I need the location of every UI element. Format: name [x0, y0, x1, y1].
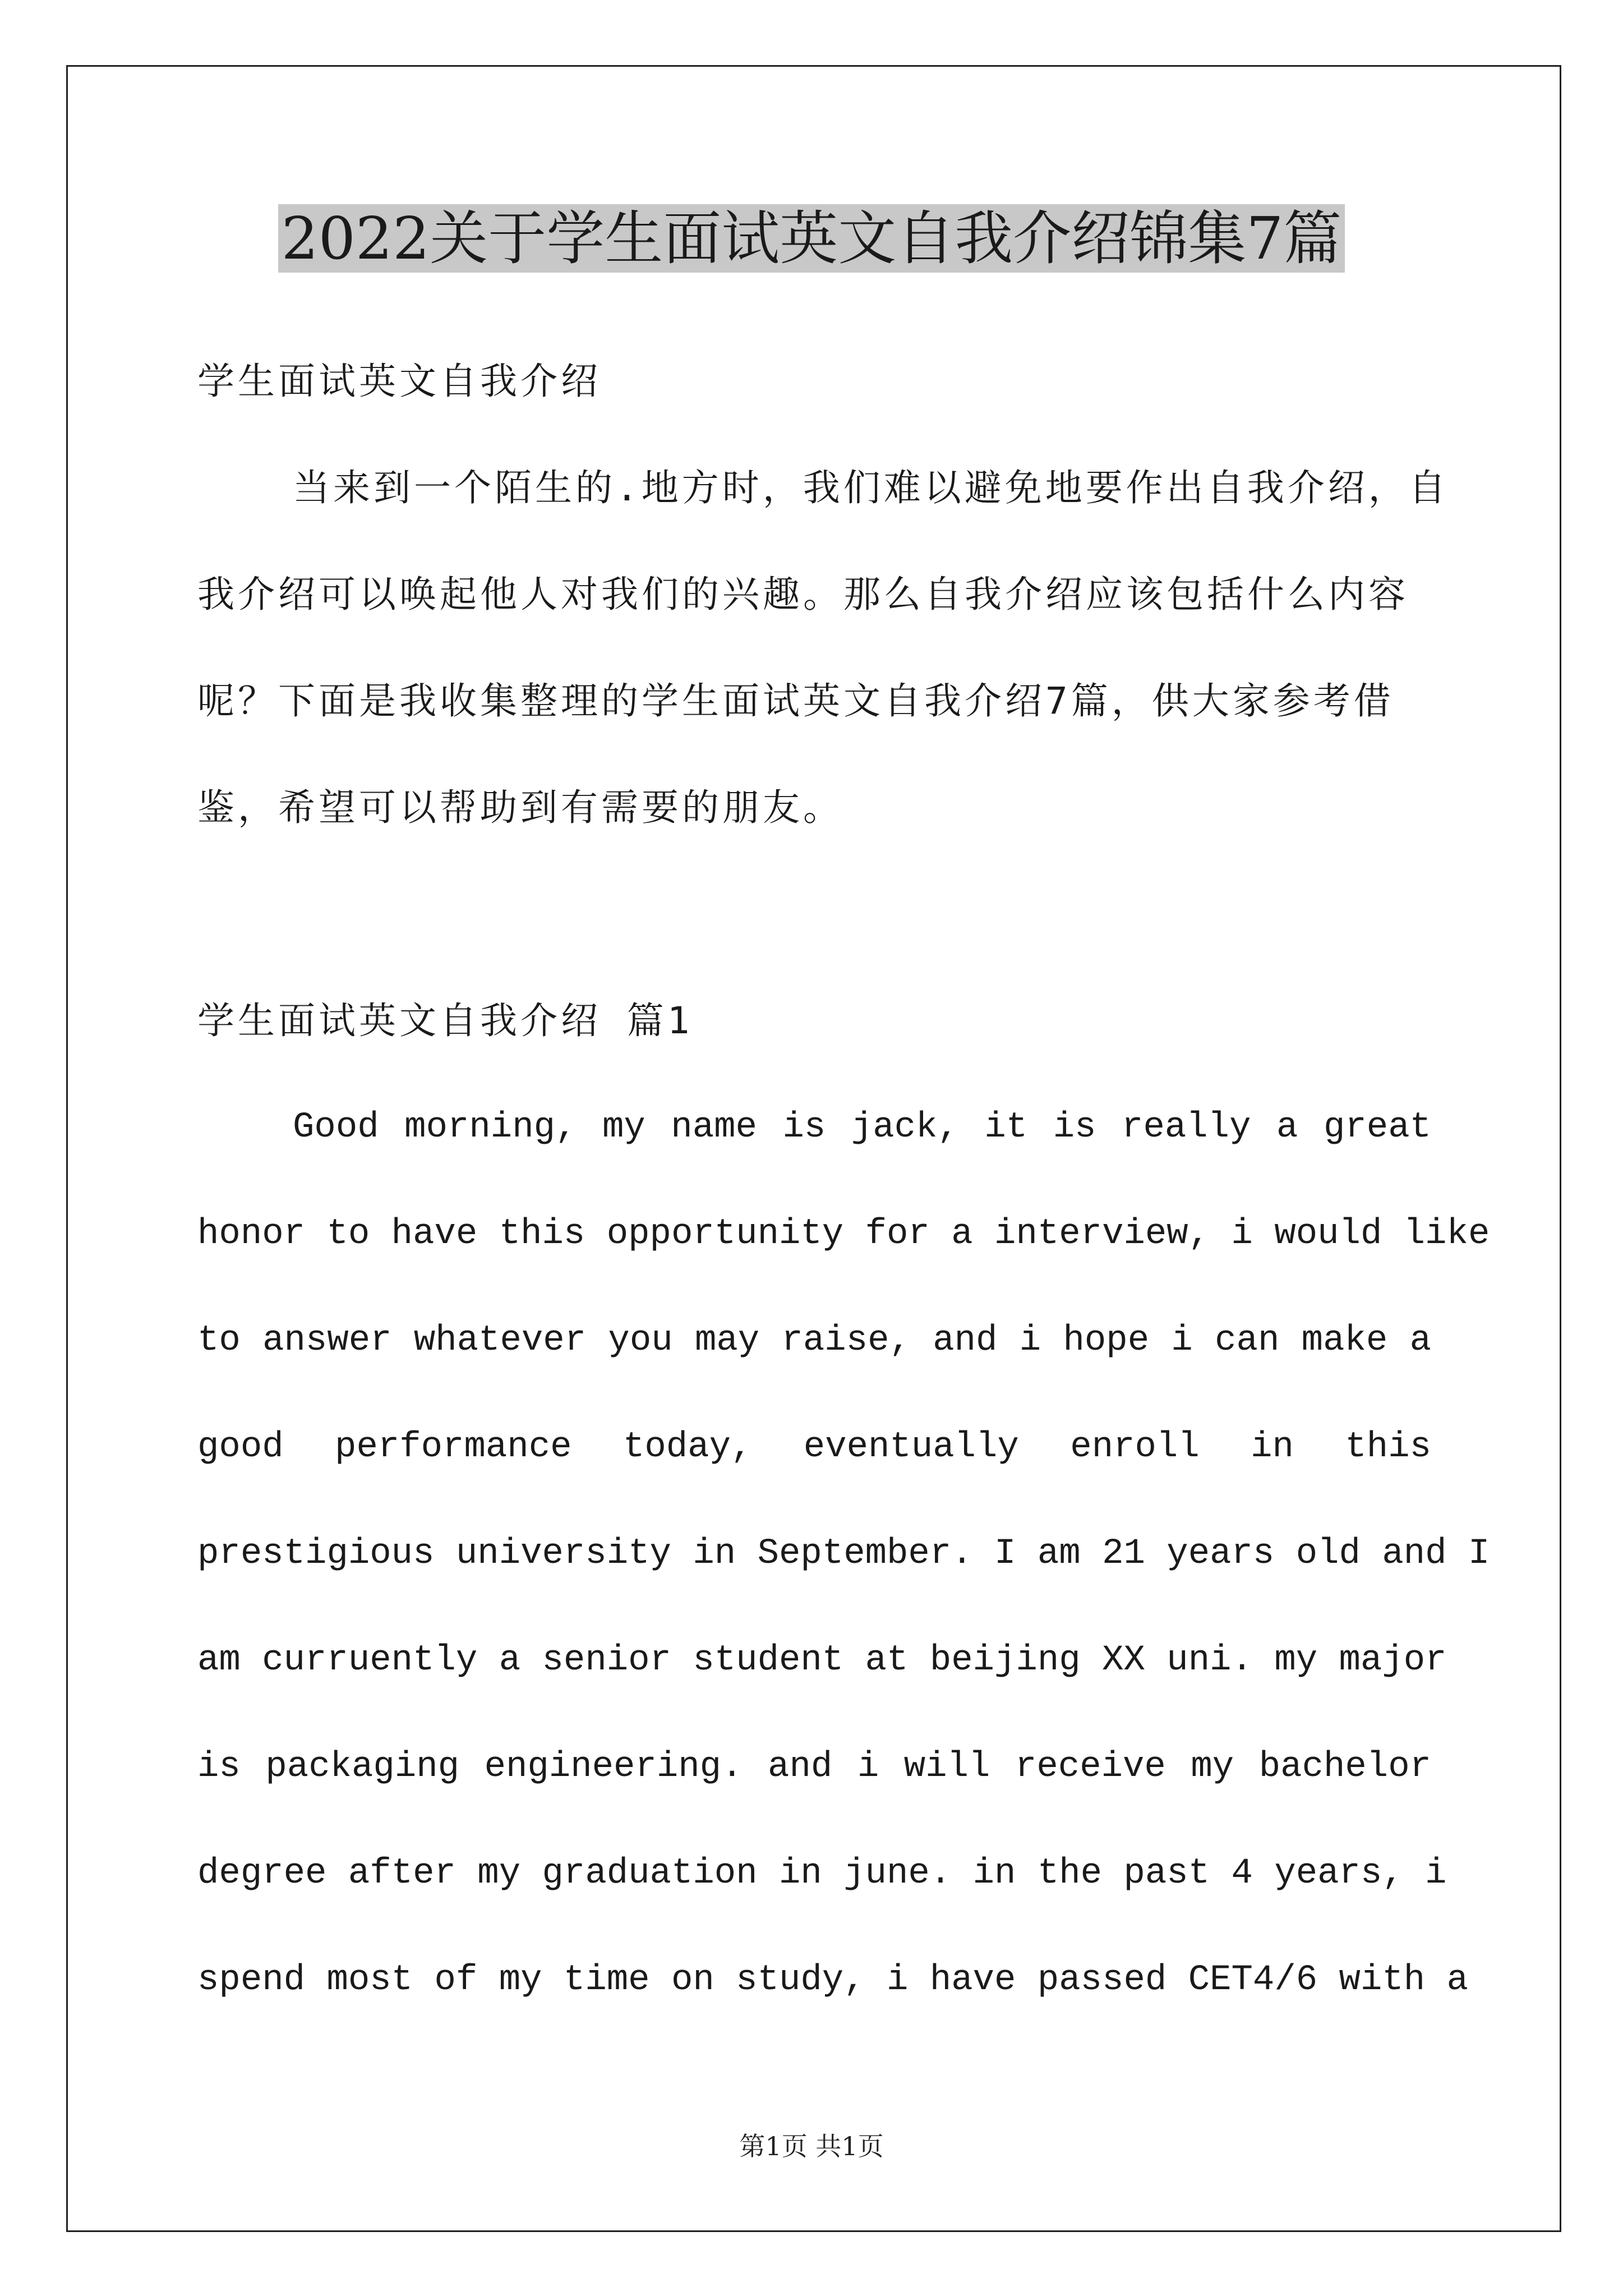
english-line: Good morning, my name is jack, it is really a great [293, 1107, 1431, 1148]
intro-line: 当来到一个陌生的.地方时，我们难以避免地要作出自我介绍，自 [293, 466, 1449, 509]
page-footer: 第1页 共1页 [739, 2131, 884, 2161]
english-line: good performance today, eventually enroll in this [197, 1427, 1431, 1467]
english-line: is packaging engineering. and i will receive my bachelor [197, 1747, 1431, 1787]
english-line: honor to have this opportunity for a interview, i would like [197, 1214, 1490, 1254]
intro-line: 我介绍可以唤起他人对我们的兴趣。那么自我介绍应该包括什么内容 [197, 573, 1409, 616]
document-title-text: 2022关于学生面试英文自我介绍锦集7篇 [278, 204, 1345, 273]
section-heading: 学生面试英文自我介绍 [197, 360, 601, 403]
english-line: spend most of my time on study, i have passed CET4/6 with a [197, 1960, 1468, 2000]
part-heading: 学生面试英文自我介绍 篇1 [197, 999, 693, 1042]
document-title [0, 199, 1623, 278]
english-line: degree after my graduation in june. in the past 4 years, i [197, 1853, 1447, 1894]
english-line: to answer whatever you may raise, and i hope i can make a [197, 1320, 1431, 1361]
intro-line: 鉴，希望可以帮助到有需要的朋友。 [197, 786, 843, 829]
english-line: prestigious university in September. I am 21 years old and I [197, 1534, 1490, 1574]
english-line: am curruently a senior student at beijing XX uni. my major [197, 1640, 1447, 1681]
intro-line: 呢？下面是我收集整理的学生面试英文自我介绍7篇，供大家参考借 [197, 679, 1394, 723]
